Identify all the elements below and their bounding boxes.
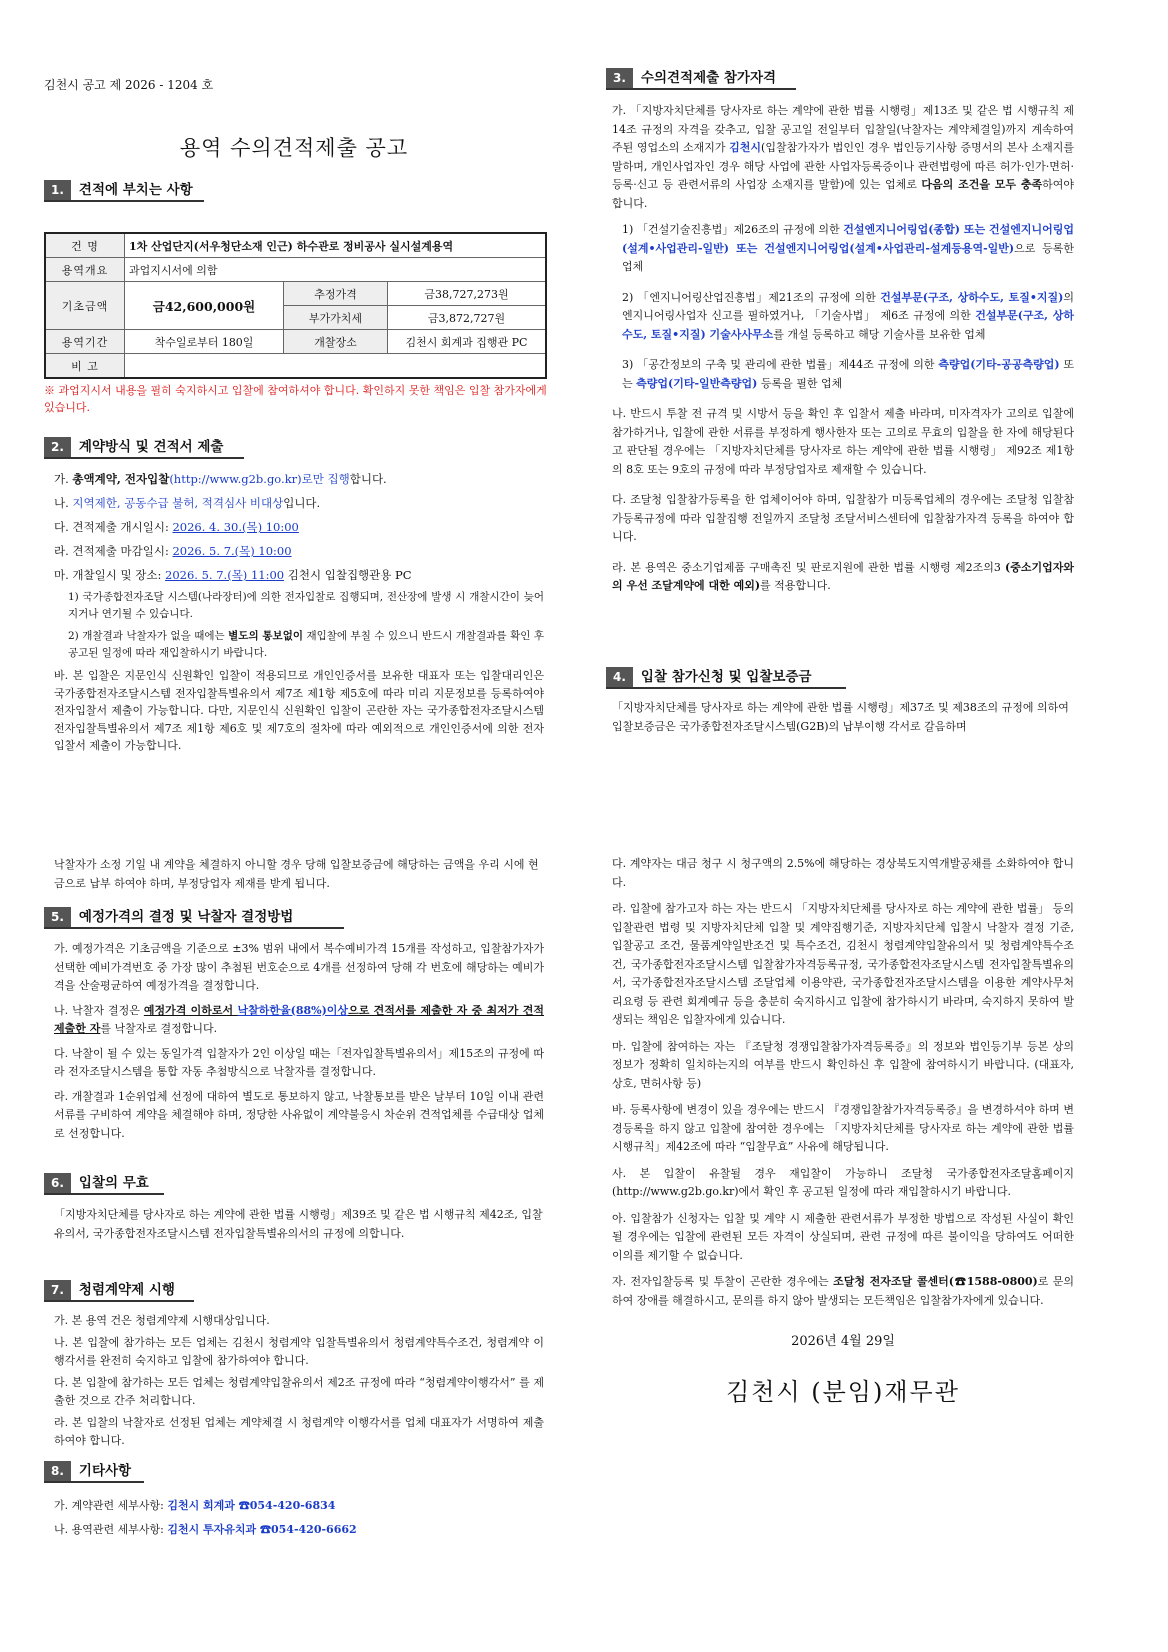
page-title: 용역 수의견적제출 공고 bbox=[179, 136, 409, 160]
item-text: 또는 bbox=[622, 358, 1075, 390]
item-text: 라. 본 용역은 중소기업제품 구매촉진 및 판로지원에 관한 법률 시행령 제2조의3 bbox=[612, 560, 1006, 574]
section-number: 4. bbox=[606, 667, 633, 687]
g2b-link[interactable]: (http://www.g2b.go.kr)로만 집행 bbox=[169, 472, 350, 486]
restriction-text: 지역제한, 공동수급 불허, 적격심사 비대상 bbox=[72, 496, 284, 510]
item-label: 마. 개찰일시 및 장소: bbox=[54, 568, 166, 582]
name-header: 건 명 bbox=[45, 233, 125, 258]
section-title: 입찰의 무효 bbox=[78, 1175, 149, 1191]
item-text: 으로 등록한 업체 bbox=[622, 241, 1074, 273]
section-8-header bbox=[44, 1461, 144, 1483]
fingerprint-note: 바. 본 입찰은 지문인식 신원확인 입찰이 적용되므로 개인인증서를 보유한 대표자 또는 입찰대리인은 국가종합전자조달시스템 전자입찰특별유의서 제7조 제1항 제5호에 따라 미리 지문정보를 등록하여야 전자입찰서 제출이 가능합니다. 다만, 지문인식 신원확인 입찰이 곤란한 자는 국가종합전자조달시스템 전자입찰특별유의서 제7조 제1항 제6호 및 제7호의 절차에 따라 예외적으로 개인인증서에 의한 전자입찰서 제출이 가능합니다. bbox=[54, 669, 544, 752]
item-text: 로 문의하여 장애를 해결하시고, 문의를 하지 않아 발생되는 모든책임은 입찰참가자에게 있습니다. bbox=[612, 1275, 1074, 1307]
section-4-body: 「지방자치단체를 당사자로 하는 계약에 관한 법률 시행령」제37조 및 제38조의 규정에 의하여 입찰보증금은 국가종합전자조달시스템(G2B)의 납부이행 각서로 갈음하며 bbox=[612, 701, 1069, 733]
note-value bbox=[125, 354, 547, 379]
note-1: 1) 국가종합전자조달 시스템(나라장터)에 의한 전자입찰로 집행되며, 전산장에 발생 시 개찰시간이 늦어지거나 연기될 수 있습니다. bbox=[68, 591, 544, 620]
item-ra: 라. 입찰에 참가고자 하는 자는 반드시 「지방자치단체를 당사자로 하는 계약에 관한 법률」 등의 입찰관련 법령 및 지방자치단체 입찰 및 계약집행기준, 지방자치단체 입찰시 낙찰자 결정 기준, 입찰공고 조건, 물품계약일반조건 및 특수조건, 김천시 청렴계약입찰유의서 및 청렴계약특수조건, 국가종합전자조달시스템 입찰참가자격등록규정, 국가종합전자조달시스템 전자입찰특별유의서, 국가종합전자조달시스템 조달업체 이용약관, 국가종합전자조달시스템을 이용한 계약사무처리요령 등 관련 회계예규 등을 충분히 숙지하시고 입찰에 참가하시기 바라며, 숙지하지 못하여 발생되는 책임은 입찰자에게 있습니다. bbox=[612, 902, 1074, 1026]
item-a: 아. 입찰참가 신청자는 입찰 및 계약 시 제출한 관련서류가 부정한 방법으로 작성된 사실이 확인될 경우에는 입찰에 관련된 모든 자격이 상실되며, 관련 규정에 따른 불이익을 당하여도 어떠한 이의를 제기할 수 없습니다. bbox=[612, 1211, 1074, 1262]
section-title: 예정가격의 결정 및 낙찰자 결정방법 bbox=[78, 909, 294, 925]
base-price-header: 기초금액 bbox=[45, 282, 125, 330]
section-title: 기타사항 bbox=[78, 1463, 132, 1479]
location: 김천시 bbox=[729, 141, 762, 154]
item-text: 를 낙찰자로 결정합니다. bbox=[100, 1022, 218, 1035]
section-title: 수의견적제출 참가자격 bbox=[640, 70, 777, 86]
section-title: 견적에 부치는 사항 bbox=[78, 182, 193, 198]
item-da: 다. 계약자는 대금 청구 시 청구액의 2.5%에 해당하는 경상북도지역개발공채를 소화하여야 합니다. bbox=[612, 857, 1074, 889]
opening-place: 김천시 회계과 집행관 PC bbox=[388, 330, 547, 354]
item-ga: 가. 본 용역 건은 청렴계약제 시행대상입니다. bbox=[54, 1314, 270, 1327]
item-label: 나. 용역관련 세부사항: bbox=[54, 1523, 168, 1536]
item-text: 하여야 합니다. bbox=[612, 178, 1074, 210]
item-label: 가. 계약관련 세부사항: bbox=[54, 1499, 168, 1512]
notice-date: 2026년 4월 29일 bbox=[791, 1334, 895, 1349]
item-text: 합니다. bbox=[349, 472, 387, 486]
item-text: 가. 「지방자치단체를 당사자로 하는 계약에 관한 법률 시행령」제13조 및 같은 법 시행규칙 제14조 규정의 자격을 갖추고, 입찰 공고일 전일부터 입찰일(낙찰자는 계약체결일)까지 계속하여 주된 영업소의 소재지가 bbox=[612, 104, 1074, 154]
emphasis: (중소기업자와의 우선 조달계약에 대한 예외) bbox=[612, 560, 1074, 592]
section-6-body: 「지방자치단체를 당사자로 하는 계약에 관한 법률 시행령」제39조 및 같은 법 시행규칙 제42조, 입찰유의서, 국가종합전자조달시스템 전자입찰특별유의서의 규정에 의합니다. bbox=[54, 1208, 543, 1240]
opening-place-header: 개찰장소 bbox=[284, 330, 388, 354]
license-type: 측량업(기타-공공측량업) bbox=[938, 358, 1060, 371]
item-ma: 마. 입찰에 참여하는 자는 『조달청 경쟁입찰참가자격등록증』의 정보와 법인등기부 등본 상의 정보가 정확히 일치하는지의 여부를 반드시 확인하신 후 입찰에 참여하시기 바랍니다. (대표자, 상호, 면허사항 등) bbox=[612, 1039, 1074, 1090]
right-bottom-body bbox=[612, 855, 1074, 1310]
item-text: 등록을 필한 업체 bbox=[757, 376, 843, 390]
section-number: 6. bbox=[44, 1173, 71, 1193]
contract-type: 총액계약, 전자입찰 bbox=[72, 472, 170, 486]
project-name: 1차 산업단지(서우청단소재 인근) 하수관로 정비공사 실시설계용역 bbox=[125, 233, 547, 258]
emphasis: 으로 견적서를 제출한 자 중 최저가 견적 제출한 자 bbox=[54, 1003, 544, 1035]
note-header: 비 고 bbox=[45, 354, 125, 379]
investment-contact: 김천시 투자유치과 ☎054-420-6662 bbox=[167, 1523, 357, 1536]
section-6-header bbox=[44, 1173, 164, 1195]
section-number: 1. bbox=[44, 180, 71, 200]
notice-number: 김천시 공고 제 2026 - 1204 호 bbox=[44, 78, 214, 92]
section-3-body bbox=[612, 102, 1074, 596]
item-sa: 사. 본 입찰이 유찰될 경우 재입찰이 가능하니 조달청 국가종합전자조달홈페이지(http://www.g2b.go.kr)에서 확인 후 공고된 일정에 따라 재입찰하시기 바랍니다. bbox=[612, 1166, 1074, 1198]
start-date: 2026. 4. 30.(목) 10:00 bbox=[172, 520, 299, 534]
item-label: 라. 견적제출 마감일시: bbox=[54, 544, 173, 558]
section-3-header bbox=[606, 68, 796, 90]
item-text: 자. 전자입찰등록 및 투찰이 곤란한 경우에는 bbox=[612, 1275, 834, 1288]
section-4-continued: 낙찰자가 소정 기일 내 계약을 체결하지 아니할 경우 당해 입찰보증금에 해당하는 금액을 우리 시에 현금으로 납부 하여야 하며, 부정당업자 제재를 받게 됩니다. bbox=[54, 858, 539, 890]
item-ga: 가. 예정가격은 기초금액을 기준으로 ±3% 범위 내에서 복수예비가격 15개를 작성하고, 입찰참가자가 선택한 예비가격번호 중 가장 많이 추첨된 번호순으로 4개를 선정하여 당해 각 번호에 해당하는 예비가격을 산술평균하여 예정가격을 결정합니다. bbox=[54, 942, 544, 992]
section-2-body bbox=[54, 470, 544, 755]
bid-info-table bbox=[44, 232, 547, 379]
item-text: 3) 「공간정보의 구축 및 관리에 관한 법률」제44조 규정에 의한 bbox=[622, 358, 939, 371]
emphasis: 별도의 통보없이 bbox=[228, 630, 303, 642]
item-label: 다. 견적제출 개시일시: bbox=[54, 520, 173, 534]
section-4-header bbox=[606, 667, 846, 689]
estimated-price: 금38,727,273원 bbox=[388, 282, 547, 306]
item-label: 가. bbox=[54, 472, 73, 486]
item-text: 입니다. bbox=[283, 496, 321, 510]
item-ra: 라. 본 입찰의 낙찰자로 선정된 업체는 계약체결 시 청렴계약 이행각서를 업체 대표자가 서명하여 제출하여야 합니다. bbox=[54, 1416, 544, 1447]
opening-date: 2026. 5. 7.(목) 11:00 bbox=[165, 568, 285, 582]
section-7-header bbox=[44, 1280, 194, 1302]
section-number: 3. bbox=[606, 68, 633, 88]
vat-header: 부가가치세 bbox=[284, 306, 388, 330]
service-period: 착수일로부터 180일 bbox=[125, 330, 284, 354]
section-8-body bbox=[54, 1494, 544, 1542]
section-7-body bbox=[54, 1312, 544, 1450]
item-da: 다. 낙찰이 될 수 있는 동일가격 입찰자가 2인 이상일 때는「전자입찰특별유의서」제15조의 규정에 따라 전자조달시스템을 통합 자동 추첨방식으로 낙찰자를 결정합니다. bbox=[54, 1046, 544, 1078]
overview-header: 용역개요 bbox=[45, 258, 125, 282]
call-center: 조달청 전자조달 콜센터(☎1588-0800) bbox=[833, 1275, 1038, 1288]
signatory: 김천시 (분임)재무관 bbox=[726, 1378, 960, 1406]
section-5-header bbox=[44, 907, 344, 929]
section-title: 청렴계약제 시행 bbox=[78, 1282, 175, 1298]
vat-amount: 금3,872,727원 bbox=[388, 306, 547, 330]
item-text: (입찰참가자가 법인인 경우 법인등기사항 증명서의 본사 소재지를 말하며, 개인사업자인 경우 해당 사업에 관한 사업자등록증이나 관련법령에 따른 허가·인가·면허·등록·신고 등 관련서류의 사업장 소재지를 말함)에 있는 업체로 bbox=[612, 141, 1075, 191]
license-type: 건설부문(구조, 상하수도, 토질•지질) 기술사사무소 bbox=[622, 309, 1075, 341]
period-header: 용역기간 bbox=[45, 330, 125, 354]
item-label: 나. bbox=[54, 496, 73, 510]
warning-note: ※ 과업지시서 내용을 필히 숙지하시고 입찰에 참여하셔야 합니다. 확인하지 못한 책임은 입찰 참가자에게 있습니다. bbox=[44, 384, 547, 414]
deadline-date: 2026. 5. 7.(목) 10:00 bbox=[172, 544, 292, 558]
section-number: 5. bbox=[44, 907, 71, 927]
license-type: 건설엔지니어링업(종합) 또는 건설엔지니어링업(설계•사업관리-일반) 또는 건설엔지니어링업(설계•사업관리-설계등용역-일반) bbox=[622, 223, 1074, 255]
lower-limit-rate: 낙찰하한율(88%)이상 bbox=[237, 1003, 349, 1017]
item-text: 2) 개찰결과 낙찰자가 없을 때에는 bbox=[68, 630, 229, 642]
project-overview: 과업지시서에 의함 bbox=[125, 258, 547, 282]
item-text: 를 적용합니다. bbox=[760, 579, 831, 592]
item-text: 1) 「건설기술진흥법」제26조의 규정에 의한 bbox=[622, 223, 844, 236]
item-text: 를 개설 등록하고 해당 기술사를 보유한 업체 bbox=[773, 327, 986, 341]
item-ba: 바. 등록사항에 변경이 있을 경우에는 반드시 『경쟁입찰참가자격등록증』을 변경하셔야 하며 변경등록을 하지 않고 입찰에 참여한 경우에는 「지방자치단체를 당사자로 하는 계약에 관한 법률 시행규칙」제42조에 따라 “입찰무효” 사유에 해당됩니다. bbox=[612, 1103, 1074, 1153]
accounting-contact: 김천시 회계과 ☎054-420-6834 bbox=[167, 1499, 336, 1512]
item-ra: 라. 개찰결과 1순위업체 선정에 대하여 별도로 통보하지 않고, 낙찰통보를 받은 날부터 10일 이내 관련서류를 구비하여 계약을 체결해야 하며, 정당한 사유없이 계약불응시 차순위 견적업체를 수급대상 업체로 선정합니다. bbox=[54, 1089, 544, 1140]
base-price: 금42,600,000원 bbox=[125, 282, 284, 330]
item-text: 재입찰에 부칠 수 있으니 반드시 개찰결과를 확인 후 공고된 일정에 따라 재입찰하시기 바랍니다. bbox=[68, 630, 545, 659]
section-number: 2. bbox=[44, 437, 71, 457]
section-1-header bbox=[44, 180, 204, 202]
item-da: 다. 본 입찰에 참가하는 모든 업체는 청렴계약입찰유의서 제2조 규정에 따라 “청렴계약이행각서” 를 제출한 것으로 간주 처리합니다. bbox=[54, 1376, 544, 1407]
section-title: 입찰 참가신청 및 입찰보증금 bbox=[640, 669, 812, 685]
fraud-warning: 나. 반드시 투찰 전 규격 및 시방서 등을 확인 후 입찰서 제출 바라며, 미자격자가 고의로 입찰에 참가하거나, 입찰에 관한 서류를 부정하게 행사한자 또는 고의로 무효의 입찰을 한 자에 해당된다고 판단될 경우에는 「지방자치단체를 당사자로 하는 계약에 관한 법률 시행령」 제92조 제1항의 8호 또는 9호의 규정에 따라 부정당업자로 제재할 수 있습니다. bbox=[612, 407, 1074, 476]
section-2-header bbox=[44, 437, 244, 459]
item-text: 2) 「엔지니어링산업진흥법」제21조의 규정에 의한 bbox=[622, 290, 881, 304]
item-na: 나. 본 입찰에 참가하는 모든 업체는 김천시 청렴계약 입찰특별유의서 청렴계약특수조건, 청렴계약 이행각서를 완전히 숙지하고 입찰에 참가하여야 합니다. bbox=[54, 1336, 544, 1367]
item-text: 김천시 입찰집행관용 PC bbox=[284, 568, 412, 582]
emphasis: 예정가격 이하로서 bbox=[143, 1003, 238, 1017]
section-5-body bbox=[54, 940, 544, 1143]
license-type: 측량업(기타-일반측량업) bbox=[636, 376, 758, 390]
section-number: 8. bbox=[44, 1461, 71, 1481]
item-text: 의 엔지니어링사업자 신고를 필하였거나, 「기술사법」 제6조 규정에 의한 bbox=[622, 290, 1074, 322]
registration-requirement: 다. 조달청 입찰참가등록을 한 업체이어야 하며, 입찰참가 미등록업체의 경우에는 조달청 입찰참가등록규정에 따라 입찰집행 전일까지 조달청 조달서비스센터에 입찰참가자격 등록을 하여야 합니다. bbox=[612, 493, 1074, 543]
section-title: 계약방식 및 견적서 제출 bbox=[78, 439, 224, 455]
license-type: 건설부문(구조, 상하수도, 토질•지질) bbox=[880, 290, 1064, 304]
section-number: 7. bbox=[44, 1280, 71, 1300]
emphasis: 다음의 조건을 모두 충족 bbox=[921, 178, 1043, 191]
estimated-price-header: 추정가격 bbox=[284, 282, 388, 306]
item-text: 나. 낙찰자 결정은 bbox=[54, 1003, 144, 1017]
